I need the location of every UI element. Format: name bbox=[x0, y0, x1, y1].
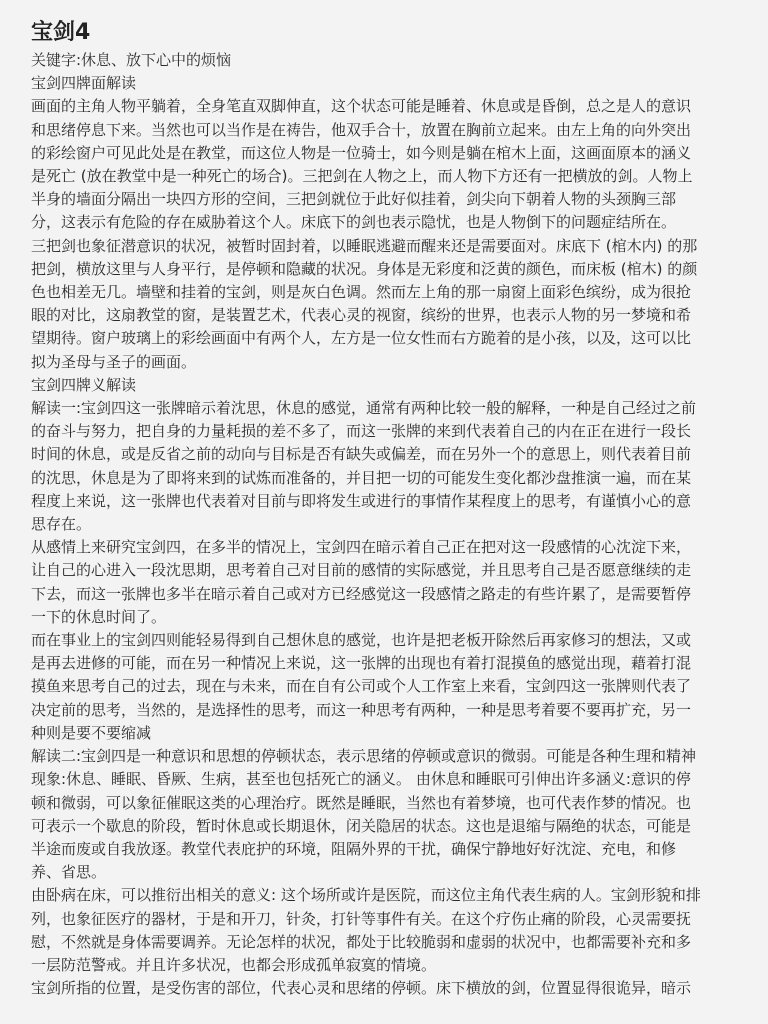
text-line: 而在事业上的宝剑四则能轻易得到自己想休息的感觉，也许是把老板开除然后再家修习的想法，又或 bbox=[31, 631, 692, 650]
text-line: 决定前的思考，当然的，是选择性的思考，而这一种思考有两种，一种是思考着要不要再扩充，另一 bbox=[31, 700, 692, 719]
text-line: 的奋斗与努力，把自身的力量耗损的差不多了，而这一张牌的来到代表着自己的内在正在进行一段长 bbox=[31, 422, 692, 441]
text-line: 半途而废或自我放逐。教堂代表庇护的环境，阻隔外界的干扰，确保宁静地好好沈淀、充电，和修 bbox=[31, 839, 677, 858]
text-line: 一下的休息时间了。 bbox=[31, 607, 167, 626]
text-line: 慰，不然就是身体需要调养。无论怎样的状况，都处于比较脆弱和虚弱的状况中，也都需要补充和多 bbox=[31, 932, 692, 951]
text-line: 下去，而这一张牌也多半在暗示着自己或对方已经感觉这一段感情之路走的有些许累了，是需要暂停 bbox=[31, 584, 692, 603]
text-line: 三把剑也象征潜意识的状况，被暂时固封着，以睡眠逃避而醒来还是需要面对。床底下 (棺木内) 的那 bbox=[31, 236, 698, 255]
text-line: 时间的休息，或是反省之前的动向与目标是否有缺失或偏差，而在另外一个的意思上，则代表着目前 bbox=[31, 445, 692, 464]
text-line: 拟为圣母与圣子的画面。 bbox=[31, 352, 197, 371]
text-line: 宝剑所指的位置，是受伤害的部位，代表心灵和思绪的停顿。床下横放的剑，位置显得很诡异，暗示 bbox=[31, 979, 692, 998]
text-line: 摸鱼来思考自己的过去，现在与未来，而在自有公司或个人工作室上来看，宝剑四这一张牌则代表了 bbox=[31, 677, 692, 696]
text-line: 是死亡 (放在教堂中是一种死亡的场合)。三把剑在人物之上，而人物下方还有一把横放的剑。人物上 bbox=[31, 167, 693, 186]
text-line: 让自己的心进入一段沈思期，思考着自己对目前的感情的实际感觉，并且思考自己是否愿意继续的走 bbox=[31, 561, 692, 580]
text-line: 和思绪停息下来。当然也可以当作是在祷告，他双手合十，放置在胸前立起来。由左上角的向外突出 bbox=[31, 120, 692, 139]
text-line: 一层防范警戒。并且许多状况，也都会形成孤单寂寞的情境。 bbox=[31, 955, 437, 974]
text-line: 的彩绘窗户可见此处是在教堂，而这位人物是一位骑士，如今则是躺在棺木上面，这画面原本的涵义 bbox=[31, 143, 692, 162]
text-line: 画面的主角人物平躺着，全身笔直双脚伸直，这个状态可能是睡着、休息或是昏倒，总之是人的意识 bbox=[31, 97, 692, 116]
section-heading-card-face: 宝剑四牌面解读 bbox=[31, 74, 137, 93]
text-line: 把剑，横放这里与人身平行，是停顿和隐藏的状况。身体是无彩度和泛黄的颜色，而床板 (棺木) 的颜 bbox=[31, 259, 698, 278]
text-line: 种则是要不要缩减 bbox=[31, 723, 152, 742]
page-title: 宝剑4 bbox=[31, 20, 91, 45]
section-card-meaning-body bbox=[31, 397, 744, 1000]
text-line: 眼的对比，这扇教堂的窗，是装置艺术，代表心灵的视窗，缤纷的世界，也表示人物的另一梦境和希 bbox=[31, 306, 692, 325]
text-line: 望期待。窗户玻璃上的彩绘画面中有两个人，左方是一位女性而右方跪着的是小孩，以及，这可以比 bbox=[31, 329, 692, 348]
text-line: 程度上来说，这一张牌也代表着对目前与即将发生或进行的事情作某程度上的思考，有谨慎小心的意 bbox=[31, 491, 692, 510]
keywords-line: 关键字:休息、放下心中的烦恼 bbox=[31, 51, 232, 69]
text-line: 思存在。 bbox=[31, 515, 92, 534]
text-line: 由卧病在床，可以推衍出相关的意义: 这个场所或许是医院，而这位主角代表生病的人。宝剑形貌和排 bbox=[31, 886, 701, 905]
text-line: 可表示一个歇息的阶段，暂时休息或长期退休，闭关隐居的状态。这也是退缩与隔绝的状态，可能是 bbox=[31, 816, 692, 835]
text-line: 半身的墙面分隔出一块四方形的空间，三把剑就位于此好似挂着，剑尖向下朝着人物的头颈胸三部 bbox=[31, 190, 677, 209]
text-line: 色也相差无几。墙壁和挂着的宝剑，则是灰白色调。然而左上角的那一扇窗上面彩色缤纷，成为很抢 bbox=[31, 283, 692, 302]
text-line: 顿和微弱，可以象征催眠这类的心理治疗。既然是睡眠，当然也有着梦境，也可代表作梦的情况。也 bbox=[31, 793, 692, 812]
text-line: 解读二:宝剑四是一种意识和思想的停顿状态，表示思绪的停顿或意识的微弱。可能是各种生理和精神 bbox=[31, 747, 697, 766]
text-line: 是再去进修的可能，而在另一种情况上来说，这一张牌的出现也有着打混摸鱼的感觉出现，藉着打混 bbox=[31, 654, 692, 673]
text-line: 现象:休息、睡眠、昏厥、生病，甚至也包括死亡的涵义。 由休息和睡眠可引伸出许多涵义:意识的停 bbox=[31, 770, 691, 789]
text-line: 养、省思。 bbox=[31, 863, 107, 882]
text-line: 列，也象征医疗的器材，于是和开刀，针灸，打针等事件有关。在这个疗伤止痛的阶段，心灵需要抚 bbox=[31, 909, 692, 928]
text-line: 分，这表示有危险的存在威胁着这个人。床底下的剑也表示隐忧，也是人物倒下的问题症结所在。 bbox=[31, 213, 677, 232]
section-heading-card-meaning: 宝剑四牌义解读 bbox=[31, 375, 137, 394]
text-line: 从感情上来研究宝剑四，在多半的情况上，宝剑四在暗示着自己正在把对这一段感情的心沈淀下来， bbox=[31, 538, 692, 557]
text-line: 解读一:宝剑四这一张牌暗示着沈思，休息的感觉，通常有两种比较一般的解释，一种是自己经过之前 bbox=[31, 399, 697, 418]
text-line: 的沈思，休息是为了即将来到的试炼而准备的，并目把一切的可能发生变化都沙盘推演一遍，而在某 bbox=[31, 468, 692, 487]
section-card-face-body bbox=[31, 95, 744, 373]
